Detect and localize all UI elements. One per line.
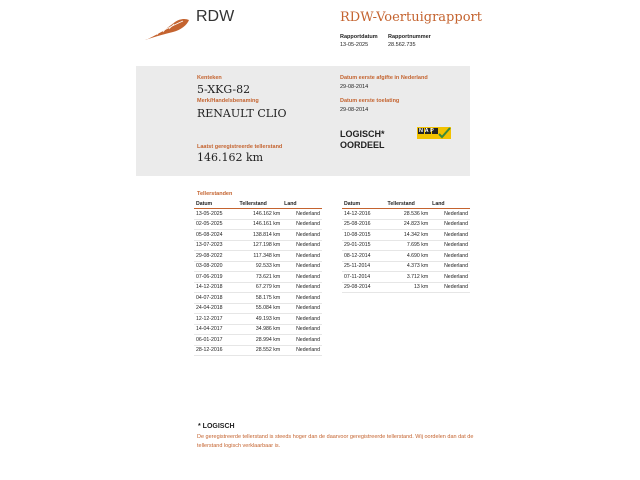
table-row xyxy=(194,261,322,272)
odometer-label: Laatst geregistreerde tellerstand xyxy=(197,144,283,150)
table-row xyxy=(194,251,322,262)
note-text: De geregistreerde tellerstand is steeds hoger dan de daarvoor geregistreerde tellerstand. Wij oordelen dan dat de tellerstand logisch verklaarbaar is. xyxy=(197,434,474,449)
reading-country: Nederland xyxy=(282,303,322,314)
reading-country: Nederland xyxy=(282,230,322,241)
reading-value: 146.162 km xyxy=(238,209,283,220)
reading-date: 14-04-2017 xyxy=(194,324,238,335)
reading-country: Nederland xyxy=(282,345,322,356)
reading-value: 4.690 km xyxy=(386,251,431,262)
nap-text: NAP xyxy=(419,128,436,134)
reading-value: 14.342 km xyxy=(386,230,431,241)
reading-country: Nederland xyxy=(282,293,322,304)
reading-date: 04-07-2018 xyxy=(194,293,238,304)
license-plate: 5-XKG-82 xyxy=(197,83,251,96)
table-row xyxy=(194,303,322,314)
reading-date: 07-06-2019 xyxy=(194,272,238,283)
col-date: Datum xyxy=(342,199,386,209)
reading-value: 13 km xyxy=(386,282,431,293)
reading-country: Nederland xyxy=(282,282,322,293)
reading-date: 08-12-2014 xyxy=(342,251,386,262)
table-row xyxy=(342,272,470,283)
reading-date: 03-08-2020 xyxy=(194,261,238,272)
reading-country: Nederland xyxy=(282,219,322,230)
reading-value: 49.193 km xyxy=(238,314,283,325)
reading-value: 28.536 km xyxy=(386,209,431,220)
reading-date: 24-04-2018 xyxy=(194,303,238,314)
reading-date: 13-05-2025 xyxy=(194,209,238,220)
reading-value: 28.552 km xyxy=(238,345,283,356)
report-number-block xyxy=(388,33,431,49)
reading-value: 73.621 km xyxy=(238,272,283,283)
col-country: Land xyxy=(282,199,322,209)
table-row xyxy=(194,324,322,335)
note-title: * LOGISCH xyxy=(198,423,235,430)
verdict xyxy=(340,129,385,151)
reading-country: Nederland xyxy=(430,251,470,262)
reading-date: 10-08-2015 xyxy=(342,230,386,241)
reading-date: 28-12-2016 xyxy=(194,345,238,356)
table-row xyxy=(342,219,470,230)
reading-value: 92.533 km xyxy=(238,261,283,272)
reading-date: 05-08-2024 xyxy=(194,230,238,241)
readings-table-right xyxy=(342,199,470,293)
first-admission-label: Datum eerste toelating xyxy=(340,98,400,104)
reading-country: Nederland xyxy=(430,240,470,251)
reading-date: 25-11-2014 xyxy=(342,261,386,272)
reading-country: Nederland xyxy=(430,209,470,220)
table-row xyxy=(194,209,322,220)
reading-country: Nederland xyxy=(282,272,322,283)
table-row xyxy=(342,230,470,241)
reading-value: 146.161 km xyxy=(238,219,283,230)
reading-date: 29-08-2022 xyxy=(194,251,238,262)
reading-country: Nederland xyxy=(282,335,322,346)
table-row xyxy=(342,251,470,262)
plate-label: Kenteken xyxy=(197,75,222,81)
col-reading: Tellerstand xyxy=(386,199,431,209)
reading-value: 34.986 km xyxy=(238,324,283,335)
reading-date: 02-05-2025 xyxy=(194,219,238,230)
report-number-label: Rapportnummer xyxy=(388,34,431,40)
reading-value: 127.198 km xyxy=(238,240,283,251)
reading-country: Nederland xyxy=(282,314,322,325)
report-number: 28.562.735 xyxy=(388,42,416,48)
reading-date: 06-01-2017 xyxy=(194,335,238,346)
make-label: Merk/Handelsbenaming xyxy=(197,98,259,104)
reading-value: 67.279 km xyxy=(238,282,283,293)
readings-title: Tellerstanden xyxy=(197,191,233,197)
reading-value: 24.823 km xyxy=(386,219,431,230)
report-date-block xyxy=(340,33,378,49)
verdict-line1: LOGISCH* xyxy=(340,129,385,139)
reading-country: Nederland xyxy=(282,209,322,220)
reading-date: 07-11-2014 xyxy=(342,272,386,283)
table-row xyxy=(342,261,470,272)
reading-date: 13-07-2023 xyxy=(194,240,238,251)
readings-table-left xyxy=(194,199,322,356)
reading-value: 28.994 km xyxy=(238,335,283,346)
reading-country: Nederland xyxy=(430,219,470,230)
reading-date: 29-08-2014 xyxy=(342,282,386,293)
table-row xyxy=(194,240,322,251)
reading-date: 12-12-2017 xyxy=(194,314,238,325)
rdw-feather-logo xyxy=(143,16,191,42)
reading-country: Nederland xyxy=(282,324,322,335)
reading-value: 58.175 km xyxy=(238,293,283,304)
table-row xyxy=(194,293,322,304)
table-row xyxy=(194,335,322,346)
reading-value: 117.348 km xyxy=(238,251,283,262)
report-title: RDW-Voertuigrapport xyxy=(340,10,482,25)
verdict-line2: OORDEEL xyxy=(340,140,385,150)
table-row xyxy=(194,219,322,230)
table-row xyxy=(342,240,470,251)
reading-country: Nederland xyxy=(430,230,470,241)
reading-country: Nederland xyxy=(282,240,322,251)
reading-date: 29-01-2015 xyxy=(342,240,386,251)
first-admission-date: 29-08-2014 xyxy=(340,107,369,113)
reading-value: 138.814 km xyxy=(238,230,283,241)
vehicle-make: RENAULT CLIO xyxy=(197,107,287,120)
reading-date: 25-08-2016 xyxy=(342,219,386,230)
reading-country: Nederland xyxy=(430,261,470,272)
report-date-label: Rapportdatum xyxy=(340,34,378,40)
reading-date: 14-12-2018 xyxy=(194,282,238,293)
reading-value: 55.084 km xyxy=(238,303,283,314)
vehicle-summary-panel xyxy=(136,66,470,176)
col-date: Datum xyxy=(194,199,238,209)
table-row xyxy=(342,209,470,220)
table-row xyxy=(194,230,322,241)
col-reading: Tellerstand xyxy=(238,199,283,209)
reading-value: 4.373 km xyxy=(386,261,431,272)
first-issue-label: Datum eerste afgifte in Nederland xyxy=(340,75,428,81)
reading-country: Nederland xyxy=(430,272,470,283)
table-row xyxy=(194,314,322,325)
reading-value: 3.712 km xyxy=(386,272,431,283)
brand-name: RDW xyxy=(196,8,235,25)
reading-country: Nederland xyxy=(282,261,322,272)
table-row xyxy=(194,272,322,283)
col-country: Land xyxy=(430,199,470,209)
reading-country: Nederland xyxy=(282,251,322,262)
reading-value: 7.695 km xyxy=(386,240,431,251)
table-row xyxy=(194,282,322,293)
table-row xyxy=(342,282,470,293)
report-date: 13-05-2025 xyxy=(340,42,369,48)
reading-country: Nederland xyxy=(430,282,470,293)
first-issue-date: 29-08-2014 xyxy=(340,84,369,90)
reading-date: 14-12-2016 xyxy=(342,209,386,220)
table-row xyxy=(194,345,322,356)
odometer-value: 146.162 km xyxy=(197,151,264,164)
